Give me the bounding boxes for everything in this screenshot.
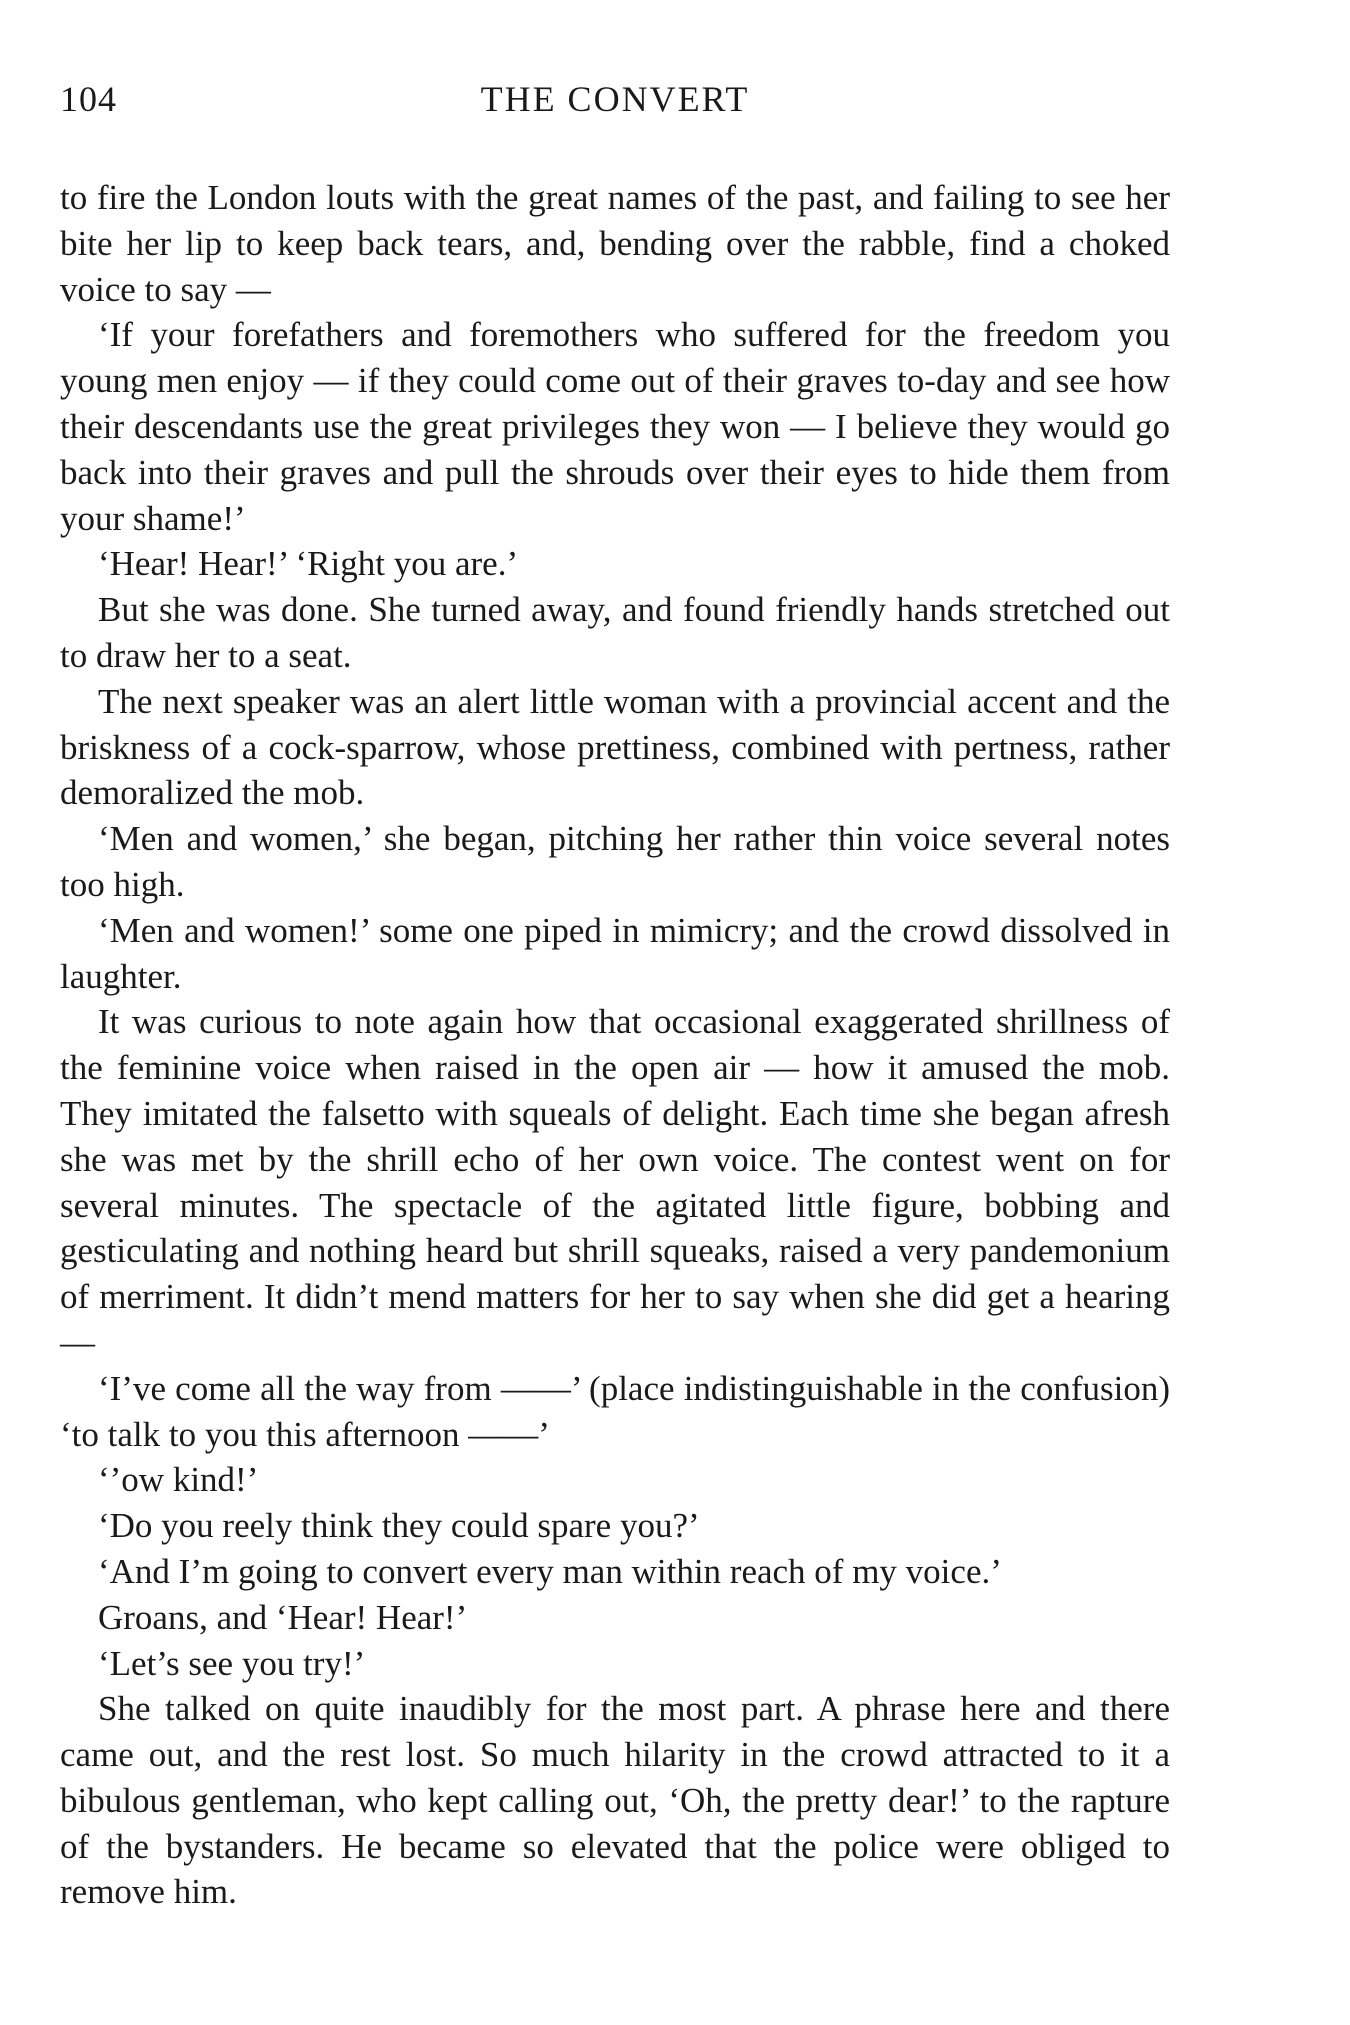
paragraph: ‘Men and women!’ some one piped in mimicry; and the crowd dissolved in laughter. bbox=[60, 910, 1170, 996]
paragraph: ‘I’ve come all the way from ——’ (place indistinguishable in the confusion) ‘to talk to you this afternoon ——’ bbox=[60, 1368, 1170, 1454]
paragraph: to fire the London louts with the great names of the past, and failing to see her bite her lip to keep back tears, and, bending over the rabble, find a choked voice to say — bbox=[60, 178, 1170, 309]
paragraph: Groans, and ‘Hear! Hear!’ bbox=[98, 1597, 468, 1637]
body-text bbox=[60, 175, 1170, 1915]
paragraph: ‘Do you reely think they could spare you?’ bbox=[98, 1506, 700, 1546]
page-number: 104 bbox=[60, 79, 117, 119]
paragraph: ‘Hear! Hear!’ ‘Right you are.’ bbox=[98, 544, 519, 584]
paragraph: The next speaker was an alert little woman with a provincial accent and the briskness of a cock-sparrow, whose prettiness, combined with pertness, rather demoralized the mob. bbox=[60, 681, 1170, 813]
paragraph: ‘Let’s see you try!’ bbox=[98, 1643, 366, 1683]
running-head bbox=[60, 78, 1170, 128]
paragraph: It was curious to note again how that occasional exaggerated shrillness of the feminine voice when raised in the open air — how it amused the mob. They imitated the falsetto with squeals of delight. Each time she began afresh she was met by the shrill echo of her own voice. The contest went on for several minutes. The spectacle of the agitated little figure, bobbing and gesticulating and nothing heard but shrill squeaks, raised a very pandemonium of merriment. It didn’t mend matters for her to say when she did get a hearing — bbox=[60, 1002, 1170, 1362]
paragraph: ‘And I’m going to convert every man within reach of my voice.’ bbox=[98, 1551, 1002, 1591]
paragraph: But she was done. She turned away, and found friendly hands stretched out to draw her to a seat. bbox=[60, 590, 1170, 675]
paragraph: ‘Men and women,’ she began, pitching her rather thin voice several notes too high. bbox=[60, 819, 1170, 904]
running-title: THE CONVERT bbox=[480, 79, 750, 119]
paragraph: ‘If your forefathers and foremothers who suffered for the freedom you young men enjoy — if they could come out of their graves to-day and see how their descendants use the great privileges they won — I believe they would go back into their graves and pull the shrouds over their eyes to hide them from your shame!’ bbox=[60, 315, 1170, 538]
paragraph: ‘’ow kind!’ bbox=[98, 1460, 259, 1500]
paragraph: She talked on quite inaudibly for the most part. A phrase here and there came out, and the rest lost. So much hilarity in the crowd attracted to it a bibulous gentleman, who kept calling out, ‘Oh, the pretty dear!’ to the rapture of the bystanders. He became so elevated that the police were obliged to remove him. bbox=[60, 1689, 1170, 1912]
